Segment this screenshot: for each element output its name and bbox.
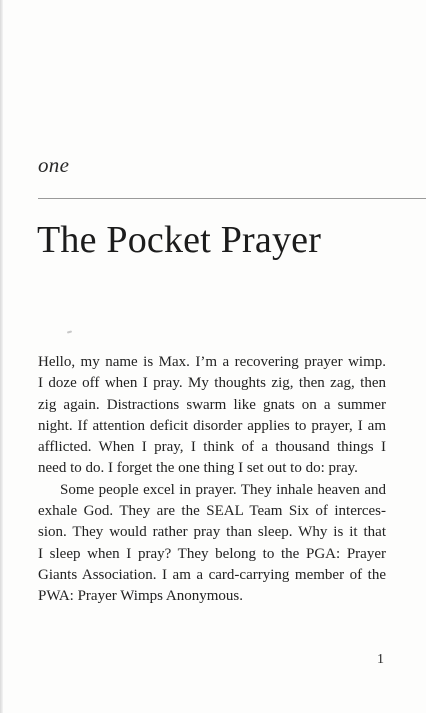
text-line: night. If attention deficit disorder applies to prayer, I am	[38, 417, 386, 434]
text-line: exhale God. They are the SEAL Team Six of interces-	[38, 503, 386, 520]
chapter-title: The Pocket Prayer	[37, 219, 322, 261]
text-line: zig again. Distractions swarm like gnats on a summer	[38, 396, 386, 413]
paper-speck	[67, 330, 72, 333]
text-line: sion. They would rather pray than sleep. Why is it that	[38, 524, 386, 541]
text-line: Hello, my name is Max. I’m a recovering prayer wimp.	[38, 354, 386, 370]
text-line: PWA: Prayer Wimps Anonymous.	[38, 588, 243, 605]
text-line: I sleep when I pray? They belong to the PGA: Prayer	[38, 545, 386, 562]
text-line: afflicted. When I pray, I think of a thousand things I	[38, 439, 386, 456]
text-line: I doze off when I pray. My thoughts zig, then zag, then	[38, 375, 386, 392]
paragraph-2	[38, 480, 386, 608]
chapter-number: one	[38, 153, 70, 177]
paragraph-1	[38, 352, 386, 480]
chapter-divider-rule	[38, 198, 426, 199]
page-number: 1	[377, 652, 384, 667]
text-line: Some people excel in prayer. They inhale heaven and	[60, 481, 386, 498]
text-line: Giants Association. I am a card-carrying member of the	[38, 566, 386, 583]
body-text	[38, 352, 386, 608]
text-line: need to do. I forget the one thing I set out to do: pray.	[38, 460, 358, 477]
page-gutter-edge	[0, 0, 3, 713]
